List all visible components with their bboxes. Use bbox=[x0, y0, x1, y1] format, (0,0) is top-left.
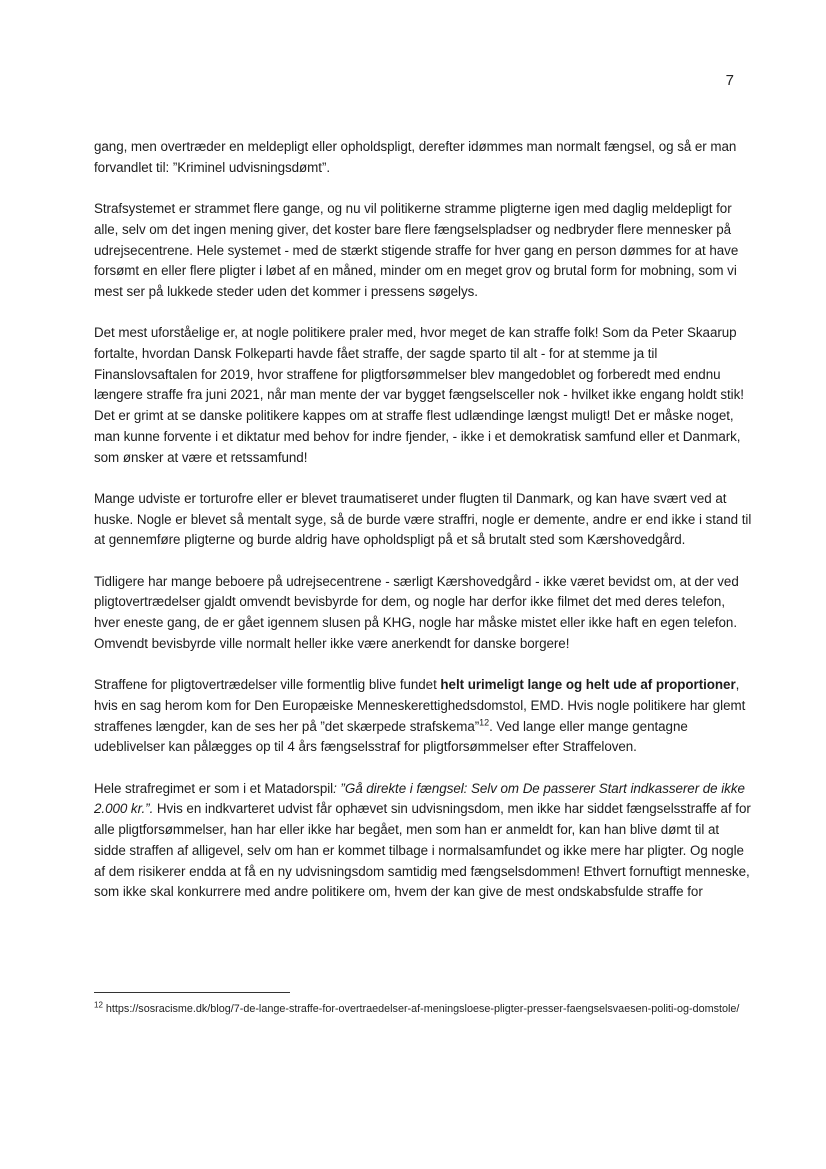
page-number: 7 bbox=[725, 72, 734, 89]
paragraph-2: Strafsystemet er strammet flere gange, og nu vil politikerne stramme pligterne igen med daglig meldepligt for alle, selv om det ingen mening giver, det koster bare flere fængselspladser og nedbryder flere mennesker på udrejsecentrene. Hele systemet - med de stærkt stigende straffe for hver gang en person dømmes for at have forsømt en eller flere pligter i løbet af en måned, minder om en meget grov og brutal form for mobning, som vi mest ser på lukkede steder uden det kommer i pressens søgelys. bbox=[94, 201, 739, 299]
footnote bbox=[94, 1000, 749, 1018]
paragraph-6-text: Straffene for pligtovertrædelser ville formentlig blive fundet bbox=[94, 677, 441, 693]
footnote-reference[interactable]: 12 bbox=[479, 717, 490, 728]
document-body bbox=[94, 137, 754, 924]
footnote-number: 12 bbox=[94, 1000, 103, 1010]
paragraph-6-text-cont: , hvis en sag herom kom for Den Europæiske Menneskerettighedsdomstol, EMD. Hvis nogle politikere har glemt straffenes længder, kan de ses her på ”det skærpede strafskema” bbox=[94, 677, 746, 734]
paragraph-7-text-cont: Hvis en indkvarteret udvist får ophævet sin udvisningsdom, men ikke har siddet fængselsstraffe af for alle pligtforsømmelser, han har eller ikke har begået, men som han er anmeldt for, kan han blive dømt til at sidde straffen af alligevel, selv om han er kommet tilbage i normalsamfundet og ikke mere har pligter. Og nogle af dem risikerer endda at få en ny udvisningsdom samtidig med fængselsdommen! Ethvert fornuftigt menneske, som ikke skal konkurrere med andre politikere om, hvem der kan give de mest ondskabsfulde straffe for bbox=[94, 801, 751, 900]
paragraph-4: Mange udviste er torturofre eller er blevet traumatiseret under flugten til Danmark, og kan have svært ved at huske. Nogle er blevet så mentalt syge, så de burde være straffri, nogle er demente, andre er end ikke i stand til at gennemføre pligterne og burde aldrig have opholdspligt på et så brutalt sted som Kærshovedgård. bbox=[94, 490, 752, 548]
paragraph-3: Det mest uforståelige er, at nogle politikere praler med, hvor meget de kan straffe folk! Som da Peter Skaarup fortalte, hvordan Dansk Folkeparti havde fået straffe, der sagde sparto til alt - for at stemme ja til Finanslovsaftalen for 2019, hvor straffene for pligtforsømmelser blev mangedoblet og forberedt med endnu længere straffe fra juni 2021, når man mente der var bygget fængselsceller nok - hvilket ikke engang holdt stik! Det er grimt at se danske politikere kappes om at straffe flest udlændinge længst muligt! Det er måske noget, man kunne forvente i et diktatur med behov for indre fjender, - ikke i et demokratisk samfund eller et Danmark, som ønsker at være et retssamfund! bbox=[94, 325, 744, 465]
footnote-separator bbox=[94, 992, 290, 993]
italic-quote: : ”Gå direkte i fængsel: Selv om De passerer Start indkasserer de ikke 2.000 kr.”. bbox=[94, 780, 745, 817]
paragraph-7-text: Hele strafregimet er som i et Matadorspil bbox=[94, 780, 334, 796]
bold-emphasis: helt urimeligt lange og helt ude af proportioner bbox=[440, 677, 736, 693]
footnote-link[interactable]: https://sosracisme.dk/blog/7-de-lange-straffe-for-overtraedelser-af-meningsloese-pligter-presser-faengselsvaesen-politi-og-domstole/ bbox=[102, 1003, 740, 1015]
paragraph-1: gang, men overtræder en meldepligt eller opholdspligt, derefter idømmes man normalt fængsel, og så er man forvandlet til: ”Kriminel udvisningsdømt”. bbox=[94, 139, 737, 175]
paragraph-6-text-end: . Ved lange eller mange gentagne udeblivelser kan pålægges op til 4 års fængselsstraf for pligtforsømmelser efter Straffeloven. bbox=[94, 718, 688, 755]
paragraph-5: Tidligere har mange beboere på udrejsecentrene - særligt Kærshovedgård - ikke været bevidst om, at der ved pligtovertrædelser gjaldt omvendt bevisbyrde for dem, og nogle har derfor ikke filmet det med deres telefon, hver eneste gang, de er gået igennem slusen på KHG, nogle har måske mistet eller ikke haft en egen telefon. Omvendt bevisbyrde ville normalt heller ikke være anerkendt for danske borgere! bbox=[94, 573, 739, 651]
paragraph-6 bbox=[94, 675, 754, 758]
paragraph-7 bbox=[94, 779, 754, 903]
